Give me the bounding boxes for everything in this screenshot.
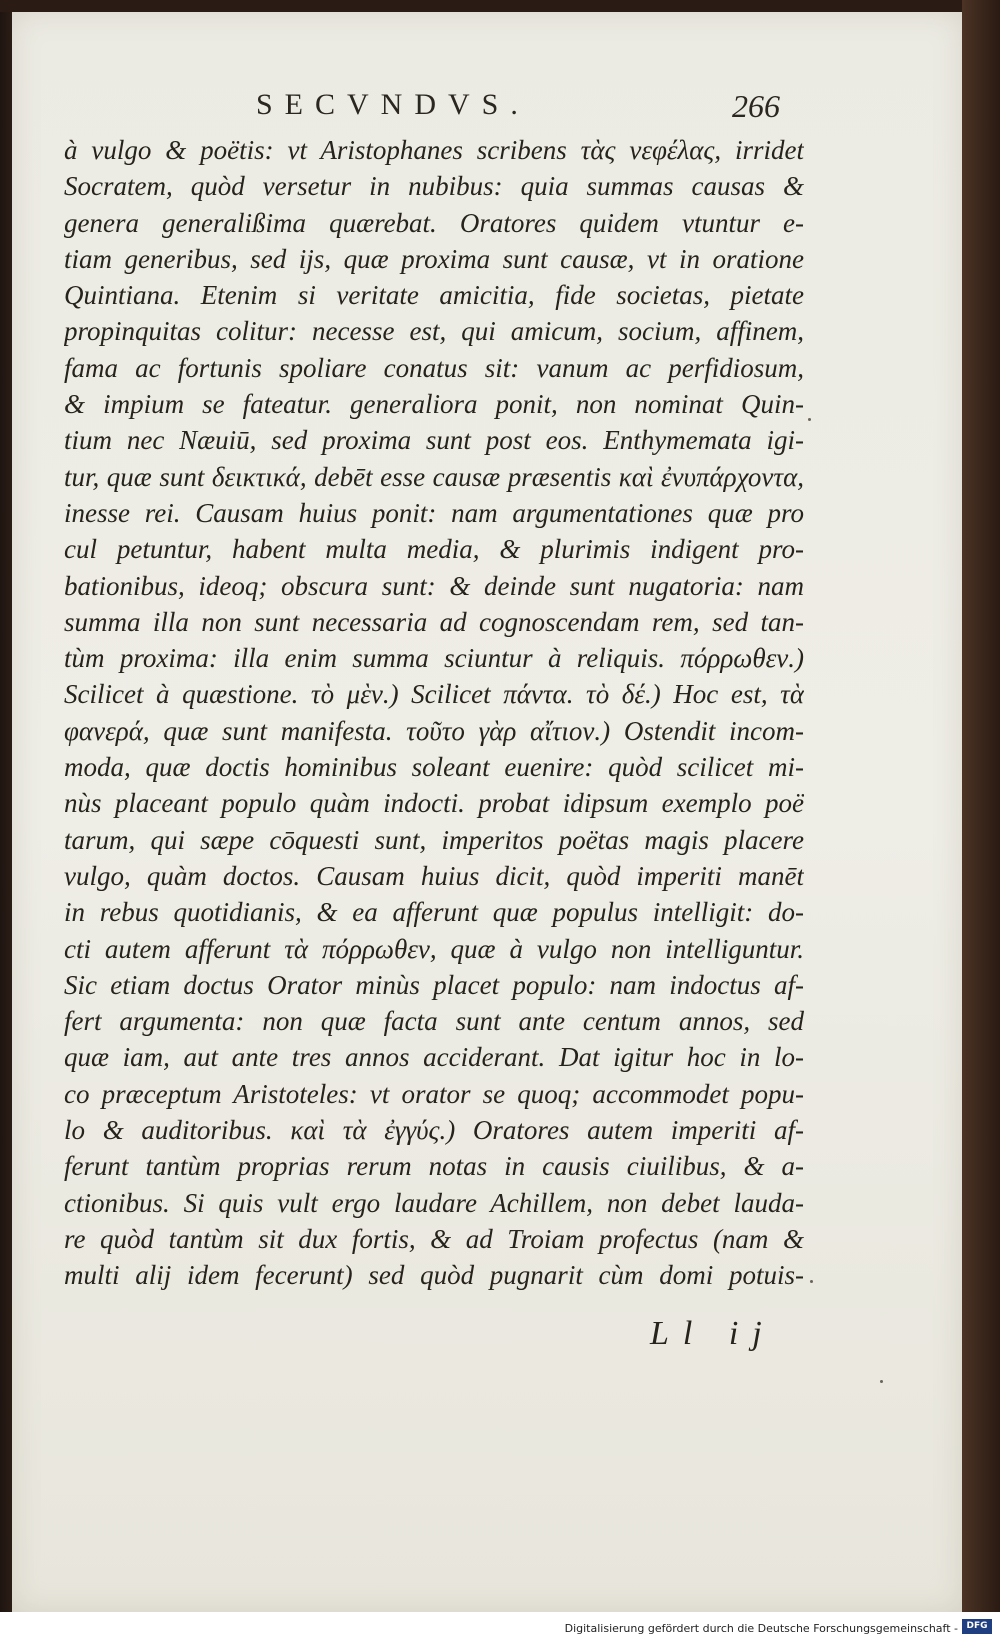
paper-speck xyxy=(880,1380,883,1383)
text-line: & impium se fateatur. generaliora ponit, non nominat Quin- xyxy=(64,389,804,420)
text-line: in rebus quotidianis, & ea afferunt quæ populus intelligit: do- xyxy=(64,897,804,928)
text-line: tur, quæ sunt δεικτικά, debēt esse causæ præsentis καὶ ἐνυπάρχοντα, xyxy=(64,461,804,492)
text-line: re quòd tantùm sit dux fortis, & ad Troiam profectus (nam & xyxy=(64,1223,804,1254)
text-line: vulgo, quàm doctos. Causam huius dicit, quòd imperiti manēt xyxy=(64,860,804,891)
text-line: cti autem afferunt τὰ πόρρωθεν, quæ à vulgo non intelliguntur. xyxy=(64,933,804,964)
text-line: Sic etiam doctus Orator minùs placet populo: nam indoctus af- xyxy=(64,969,804,1000)
text-line: genera generalißima quærebat. Oratores quidem vtuntur e- xyxy=(64,207,804,238)
text-line: Socratem, quòd versetur in nubibus: quia summas causas & xyxy=(64,171,804,202)
text-line: Quintiana. Etenim si veritate amicitia, fide societas, pietate xyxy=(64,280,804,311)
text-line: ferunt tantùm proprias rerum notas in causis ciuilibus, & a- xyxy=(64,1151,804,1182)
text-line: Scilicet à quæstione. τὸ μὲν.) Scilicet πάντα. τὸ δέ.) Hoc est, τὰ xyxy=(64,679,804,710)
text-line: multi alij idem fecerunt) sed quòd pugnarit cùm domi potuis- xyxy=(64,1260,804,1291)
text-line: co præceptum Aristoteles: vt orator se quoq; accommodet popu- xyxy=(64,1078,804,1109)
paper-speck xyxy=(808,418,811,421)
text-line: propinquitas colitur: necesse est, qui amicum, socium, affinem, xyxy=(64,316,804,347)
text-line: tarum, qui sæpe cōquesti sunt, imperitos poëtas magis placere xyxy=(64,824,804,855)
scan-top-edge xyxy=(0,0,1000,12)
text-line: summa illa non sunt necessaria ad cognoscendam rem, sed tan- xyxy=(64,606,804,637)
paper-speck xyxy=(810,1280,813,1283)
digitization-credit: Digitalisierung gefördert durch die Deutsche Forschungsgemeinschaft - xyxy=(564,1622,958,1635)
text-line: lo & auditoribus. καὶ τὰ ἐγγύς.) Oratores autem imperiti af- xyxy=(64,1115,804,1146)
text-line: cul petuntur, habent multa media, & plurimis indigent pro- xyxy=(64,534,804,565)
text-line: fama ac fortunis spoliare conatus sit: vanum ac perfidiosum, xyxy=(64,352,804,383)
text-line: à vulgo & poëtis: vt Aristophanes scribens τὰς νεφέλας, irridet xyxy=(64,135,804,165)
text-line: φανερά, quæ sunt manifesta. τοῦτο γὰρ αἴτιον.) Ostendit incom- xyxy=(64,715,804,746)
text-line: ctionibus. Si quis vult ergo laudare Achillem, non debet lauda- xyxy=(64,1187,804,1218)
text-line: tùm proxima: illa enim summa sciuntur à reliquis. πόρρωθεν.) xyxy=(64,643,804,674)
text-line: moda, quæ doctis hominibus soleant euenire: quòd scilicet mi- xyxy=(64,752,804,783)
text-line: fert argumenta: non quæ facta sunt ante centum annos, sed xyxy=(64,1006,804,1037)
page-number: 266 xyxy=(732,88,780,124)
scan-right-edge xyxy=(962,0,1000,1645)
text-line: tiam generibus, sed ijs, quæ proxima sunt causæ, vt in oratione xyxy=(64,243,804,274)
text-line: bationibus, ideoq; obscura sunt: & deinde sunt nugatoria: nam xyxy=(64,570,804,601)
text-line: tium nec Næuiū, sed proxima sunt post eos. Enthymemata igi- xyxy=(64,425,804,456)
running-head: SECVNDVS. xyxy=(256,88,530,121)
body-text xyxy=(64,132,804,1294)
text-line: quæ iam, aut ante tres annos acciderant. Dat igitur hoc in lo- xyxy=(64,1042,804,1073)
text-line: nùs placeant populo quàm indocti. probat idipsum exemplo poë xyxy=(64,788,804,819)
dfg-logo: DFG xyxy=(962,1619,992,1634)
signature-mark: Ll ij xyxy=(650,1315,776,1352)
text-line: inesse rei. Causam huius ponit: nam argumentationes quæ pro xyxy=(64,497,804,528)
